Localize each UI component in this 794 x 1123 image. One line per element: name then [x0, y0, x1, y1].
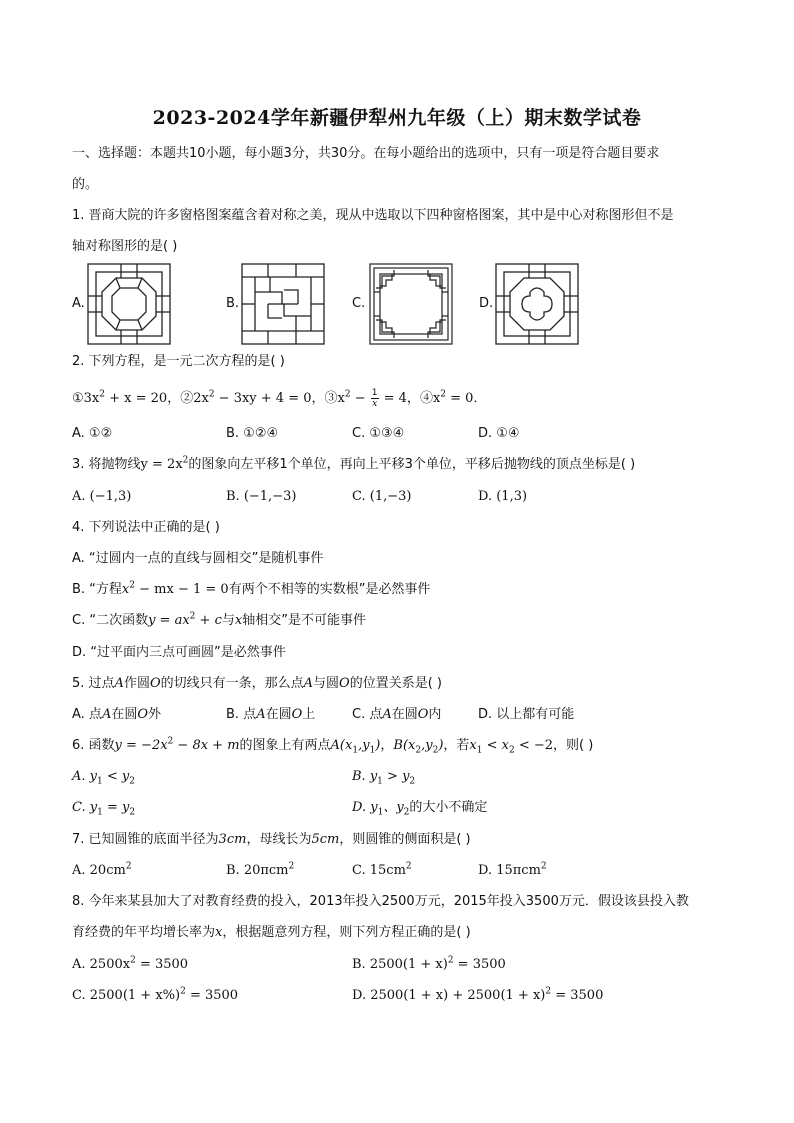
q6-option-c: C. $y_1 = y_2$ — [72, 800, 136, 818]
q5-option-c: C. 点A在圆O内 — [352, 707, 442, 722]
q6-option-a: A. $y_1 < y_2$ — [72, 769, 135, 787]
q7-option-d: D. 15πcm$^2$ — [478, 861, 547, 878]
q1-figures — [72, 262, 722, 346]
q7-option-b: B. 20πcm$^2$ — [226, 861, 295, 878]
q6-option-b: B. $y_1 > y_2$ — [352, 769, 416, 787]
window-pattern-c-icon — [368, 262, 454, 346]
q7-option-c: C. $15cm^2$ — [352, 861, 412, 878]
q2-stem: 2. 下列方程，是一元二次方程的是( ) — [72, 354, 285, 369]
q8-option-a: A. $2500x^2 = 3500$ — [72, 955, 189, 972]
q8-line2: 育经费的年平均增长率为x，根据题意列方程，则下列方程正确的是( ) — [72, 925, 471, 940]
section-heading-line1: 一、选择题：本题共10小题，每小题3分，共30分。在每小题给出的选项中，只有一项是符合题目要求 — [72, 146, 660, 161]
q5-stem: 5. 过点A作圆O的切线只有一条，那么点A与圆O的位置关系是( ) — [72, 676, 442, 691]
q3-option-c: C. (1,−3) — [352, 489, 412, 504]
q3-stem: 3. 将抛物线$y = 2x^2$的图象向左平移1个单位，再向上平移3个单位，平移后抛物线的顶点坐标是( ) — [72, 455, 636, 472]
q1-label-d: D. — [479, 296, 494, 311]
window-pattern-d-icon — [494, 262, 580, 346]
q2-option-d: D. ①④ — [478, 426, 520, 441]
q3-option-d: D. (1,3) — [478, 489, 528, 504]
q6-stem: 6. 函数$y = -2x^2 - 8x + m$的图象上有两点$A(x_1,y_1)$，$B(x_2,y_2)$，若$x_1 < x_2 < -2$，则( ) — [72, 736, 594, 756]
q7-option-a: A. $20cm^2$ — [72, 861, 132, 878]
q4-option-d: D. “过平面内三点可画圆”是必然事件 — [72, 645, 286, 660]
q7-stem: 7. 已知圆锥的底面半径为3cm，母线长为5cm，则圆锥的侧面积是( ) — [72, 832, 471, 847]
q2-option-a: A. ①② — [72, 426, 113, 441]
q5-option-d: D. 以上都有可能 — [478, 707, 575, 722]
q3-option-b: B. (−1,−3) — [226, 489, 297, 504]
window-pattern-b-icon — [240, 262, 326, 346]
q2-option-b: B. ①②④ — [226, 426, 279, 441]
q1-label-a: A. — [72, 296, 85, 311]
q1-label-b: B. — [226, 296, 240, 311]
q1-label-c: C. — [352, 296, 366, 311]
q8-option-d: D. $2500(1 + x) + 2500(1 + x)^2 = 3500$ — [352, 986, 604, 1003]
q8-option-c: C. $2500(1 + x\%)^2 = 3500$ — [72, 986, 239, 1003]
q4-option-a: A. “过圆内一点的直线与圆相交”是随机事件 — [72, 551, 324, 566]
q1-line2: 轴对称图形的是( ) — [72, 239, 178, 254]
q2-option-c: C. ①③④ — [352, 426, 405, 441]
q8-option-b: B. $2500(1 + x)^2 = 3500$ — [352, 955, 506, 972]
q4-option-b: B. “方程$x^2$ − mx − 1 = 0有两个不相等的实数根”是必然事件 — [72, 580, 431, 597]
q3-option-a: A. (−1,3) — [72, 489, 132, 504]
section-heading-line2: 的。 — [72, 177, 99, 192]
q4-option-c: C. “二次函数$y = ax^2 + c$与x轴相交”是不可能事件 — [72, 611, 366, 628]
q8-line1: 8. 今年来某县加大了对教育经费的投入，2013年投入2500万元，2015年投入3500万元．假设该县投入教 — [72, 894, 689, 909]
window-pattern-a-icon — [86, 262, 172, 346]
q5-option-a: A. 点A在圆O外 — [72, 707, 162, 722]
q4-stem: 4. 下列说法中正确的是( ) — [72, 520, 220, 535]
q2-equations: $①3x^2 + x = 20$，$②2x^2 - 3xy + 4 = 0$，$③x^2$ − $\frac{1}{x}$ = 4，$④x^2 = 0$． — [72, 388, 487, 409]
page-title: 2023-2024学年新疆伊犁州九年级（上）期末数学试卷 — [152, 107, 642, 129]
q5-option-b: B. 点A在圆O上 — [226, 707, 316, 722]
q1-line1: 1. 晋商大院的许多窗格图案蕴含着对称之美，现从中选取以下四种窗格图案，其中是中心对称图形但不是 — [72, 208, 674, 223]
q6-option-d: D. $y_1$、$y_2$的大小不确定 — [352, 800, 488, 818]
